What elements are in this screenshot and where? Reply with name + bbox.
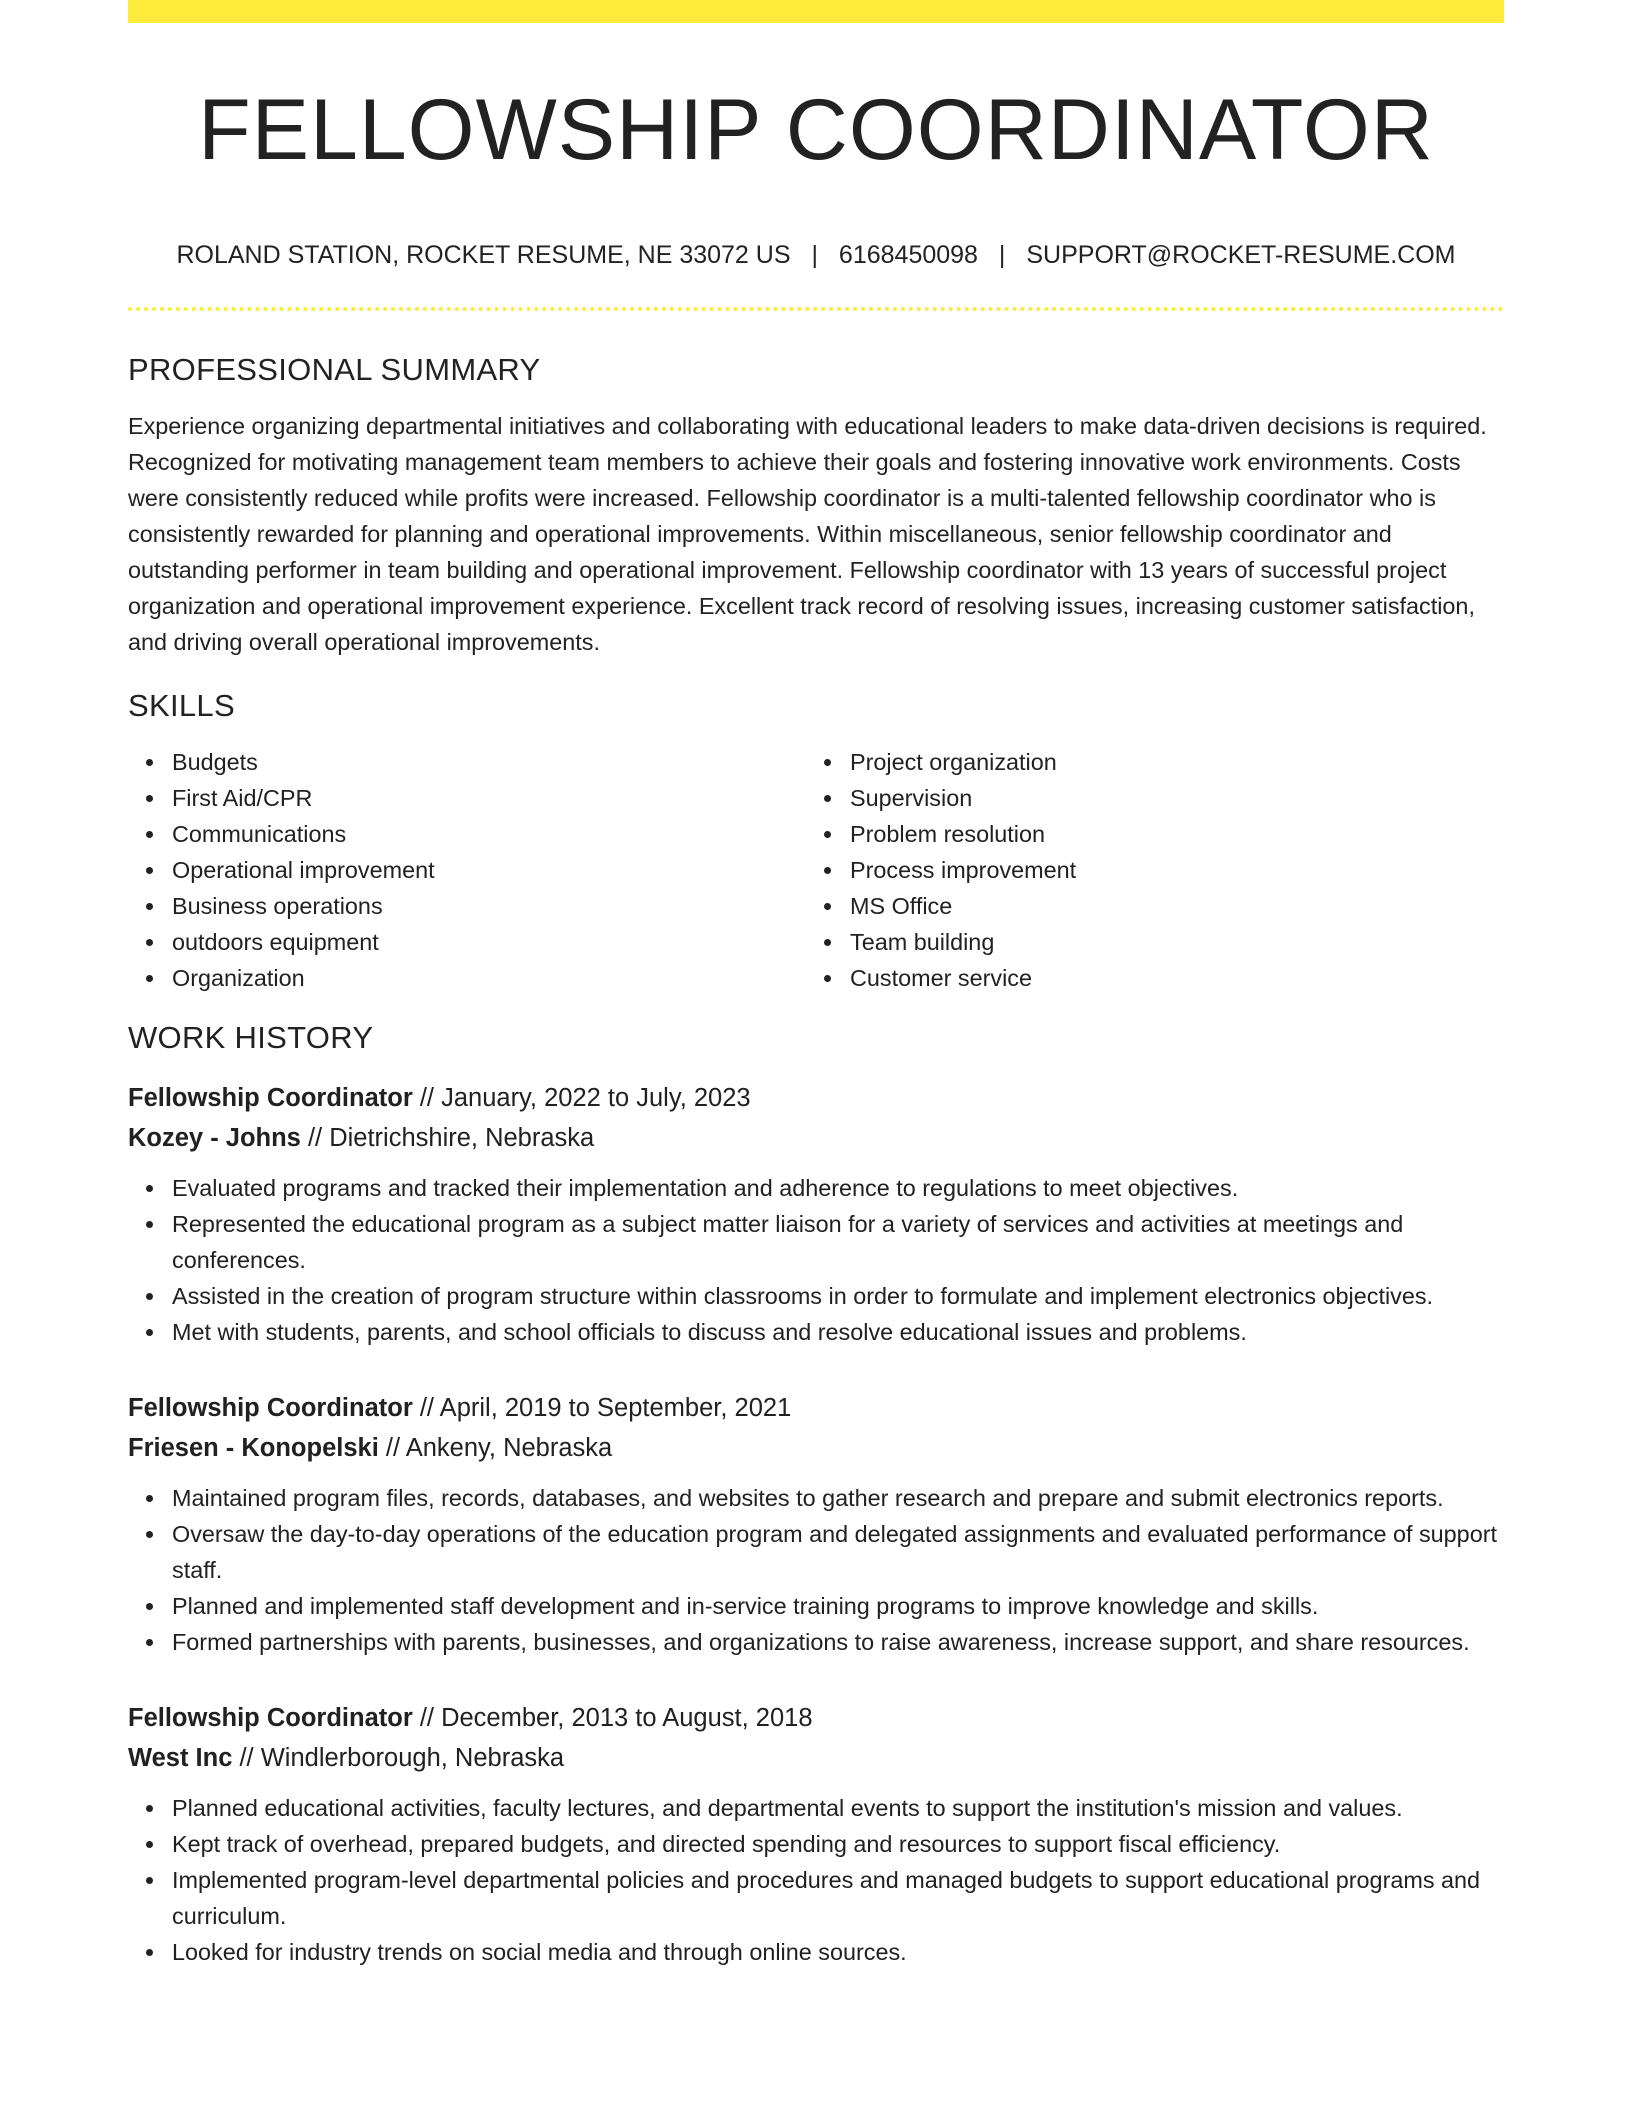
header-divider	[128, 307, 1504, 311]
job-entry	[128, 1698, 1504, 1970]
summary-section	[128, 350, 1504, 660]
skills-columns	[128, 744, 1504, 996]
job-duty: Represented the educational program as a subject matter liaison for a variety of services and activities at meetings and conferences.	[172, 1206, 1504, 1278]
job-title-line	[128, 1388, 1504, 1428]
job-role: Fellowship Coordinator	[128, 1704, 413, 1732]
job-title-line	[128, 1698, 1504, 1738]
job-duty: Looked for industry trends on social media and through online sources.	[172, 1934, 1504, 1970]
skill-item: Business operations	[172, 888, 806, 924]
job-entry	[128, 1388, 1504, 1660]
contact-email: SUPPORT@ROCKET-RESUME.COM	[1026, 241, 1456, 269]
summary-text: Experience organizing departmental initiatives and collaborating with educational leaders to make data-driven decisions is required. Recognized for motivating management team members to achieve their goals and fostering innovative work environments. Costs were consistently reduced while profits were increased. Fellowship coordinator is a multi-talented fellowship coordinator who is consistently rewarded for planning and operational improvements. Within miscellaneous, senior fellowship coordinator and outstanding performer in team building and operational improvement. Fellowship coordinator with 13 years of successful project organization and operational improvement experience. Excellent track record of resolving issues, increasing customer satisfaction, and driving overall operational improvements.	[128, 413, 1487, 655]
skill-item: Team building	[850, 924, 1484, 960]
job-location: // Dietrichshire, Nebraska	[300, 1124, 595, 1152]
contact-line	[128, 237, 1504, 273]
work-history-heading: WORK HISTORY	[128, 1020, 374, 1055]
skill-item: MS Office	[850, 888, 1484, 924]
job-duty: Formed partnerships with parents, businesses, and organizations to raise awareness, increase support, and share resources.	[172, 1624, 1504, 1660]
contact-phone: 6168450098	[838, 241, 978, 269]
job-entry	[128, 1078, 1504, 1350]
job-duty: Planned and implemented staff development and in-service training programs to improve knowledge and skills.	[172, 1588, 1504, 1624]
skill-item: First Aid/CPR	[172, 780, 806, 816]
skills-heading: SKILLS	[128, 688, 235, 723]
work-history-section	[128, 1018, 1504, 1970]
job-duty: Oversaw the day-to-day operations of the education program and delegated assignments and evaluated performance of support staff.	[172, 1516, 1504, 1588]
job-company: West Inc	[128, 1744, 233, 1772]
skill-item: Customer service	[850, 960, 1484, 996]
job-company-line	[128, 1118, 1504, 1158]
job-duty: Planned educational activities, faculty lectures, and departmental events to support the institution's mission and values.	[172, 1790, 1504, 1826]
job-company-line	[128, 1428, 1504, 1468]
job-dates: // December, 2013 to August, 2018	[412, 1704, 813, 1732]
skill-item: Problem resolution	[850, 816, 1484, 852]
skill-item: Operational improvement	[172, 852, 806, 888]
top-accent-bar	[128, 0, 1504, 23]
skill-item: outdoors equipment	[172, 924, 806, 960]
job-location: // Windlerborough, Nebraska	[232, 1744, 565, 1772]
job-duty: Maintained program files, records, databases, and websites to gather research and prepare and submit electronics reports.	[172, 1480, 1504, 1516]
skill-item: Communications	[172, 816, 806, 852]
skill-item: Project organization	[850, 744, 1484, 780]
contact-address: ROLAND STATION, ROCKET RESUME, NE 33072 US	[176, 241, 791, 269]
resume-title: FELLOWSHIP COORDINATOR	[198, 82, 1434, 178]
job-dates: // April, 2019 to September, 2021	[412, 1394, 792, 1422]
skill-item: Process improvement	[850, 852, 1484, 888]
job-title-line	[128, 1078, 1504, 1118]
skill-item: Supervision	[850, 780, 1484, 816]
contact-separator: |	[998, 241, 1006, 269]
job-location: // Ankeny, Nebraska	[378, 1434, 613, 1462]
skills-left-column	[128, 744, 806, 996]
job-duties	[128, 1170, 1504, 1350]
contact-separator: |	[811, 241, 818, 269]
skill-item: Budgets	[172, 744, 806, 780]
job-duty: Evaluated programs and tracked their implementation and adherence to regulations to meet objectives.	[172, 1170, 1504, 1206]
skill-item: Organization	[172, 960, 806, 996]
job-role: Fellowship Coordinator	[128, 1084, 413, 1112]
job-duties	[128, 1480, 1504, 1660]
job-company-line	[128, 1738, 1504, 1778]
job-duty: Met with students, parents, and school officials to discuss and resolve educational issues and problems.	[172, 1314, 1504, 1350]
job-duty: Kept track of overhead, prepared budgets, and directed spending and resources to support fiscal efficiency.	[172, 1826, 1504, 1862]
summary-heading: PROFESSIONAL SUMMARY	[128, 352, 541, 387]
job-role: Fellowship Coordinator	[128, 1394, 413, 1422]
job-duties	[128, 1790, 1504, 1970]
resume-content	[128, 350, 1504, 1970]
job-company: Friesen - Konopelski	[128, 1434, 379, 1462]
job-duty: Assisted in the creation of program structure within classrooms in order to formulate and implement electronics objectives.	[172, 1278, 1504, 1314]
job-dates: // January, 2022 to July, 2023	[412, 1084, 751, 1112]
job-duty: Implemented program-level departmental policies and procedures and managed budgets to support educational programs and curriculum.	[172, 1862, 1504, 1934]
skills-section	[128, 686, 1504, 996]
skills-right-column	[806, 744, 1484, 996]
job-company: Kozey - Johns	[128, 1124, 301, 1152]
